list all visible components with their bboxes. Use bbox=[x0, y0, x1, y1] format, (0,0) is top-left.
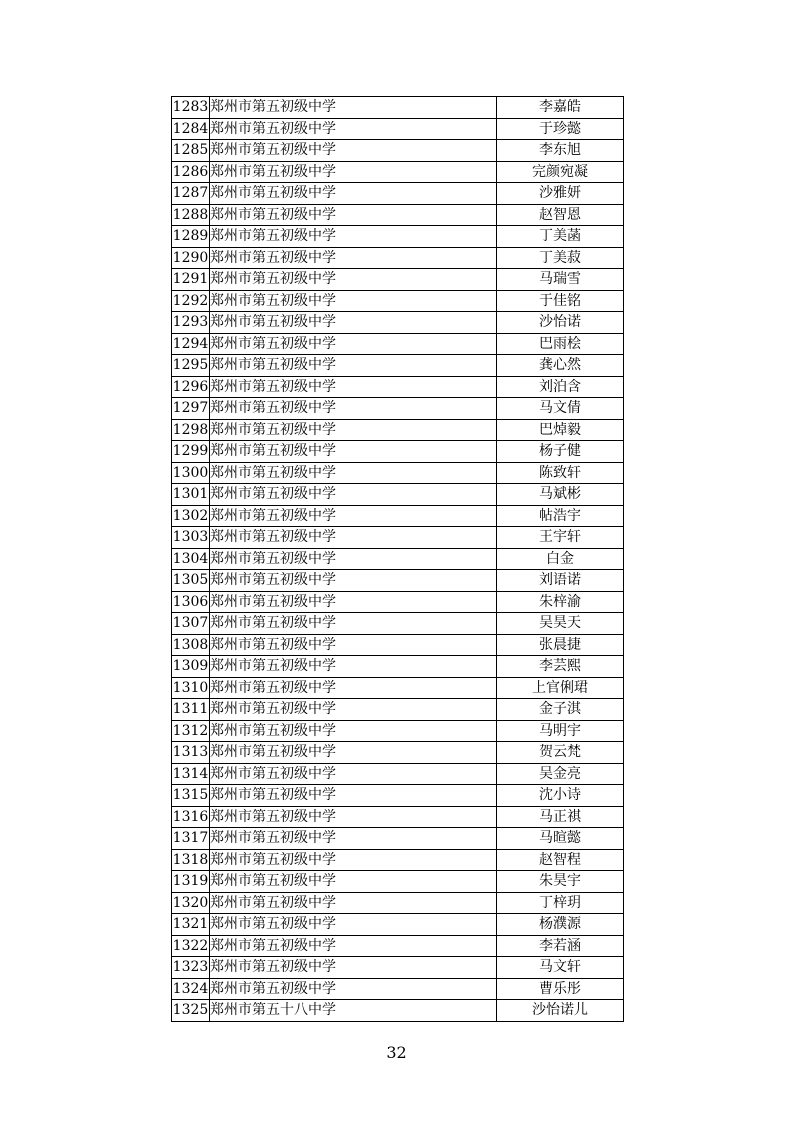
row-number-cell: 1306 bbox=[172, 591, 210, 613]
school-cell: 郑州市第五初级中学 bbox=[210, 247, 497, 269]
school-cell: 郑州市第五初级中学 bbox=[210, 892, 497, 914]
row-number-cell: 1309 bbox=[172, 656, 210, 678]
row-number-cell: 1283 bbox=[172, 97, 210, 119]
table-row bbox=[172, 978, 624, 1000]
table-row bbox=[172, 355, 624, 377]
row-number-cell: 1316 bbox=[172, 806, 210, 828]
school-cell: 郑州市第五初级中学 bbox=[210, 806, 497, 828]
student-name-cell: 于珍懿 bbox=[497, 118, 624, 140]
student-name-cell: 巴焯毅 bbox=[497, 419, 624, 441]
row-number-cell: 1308 bbox=[172, 634, 210, 656]
school-cell: 郑州市第五初级中学 bbox=[210, 720, 497, 742]
school-cell: 郑州市第五初级中学 bbox=[210, 570, 497, 592]
table-row bbox=[172, 548, 624, 570]
school-cell: 郑州市第五初级中学 bbox=[210, 677, 497, 699]
table-row bbox=[172, 118, 624, 140]
table-row bbox=[172, 806, 624, 828]
row-number-cell: 1302 bbox=[172, 505, 210, 527]
row-number-cell: 1319 bbox=[172, 871, 210, 893]
student-name-cell: 完颜宛凝 bbox=[497, 161, 624, 183]
school-cell: 郑州市第五初级中学 bbox=[210, 914, 497, 936]
student-name-cell: 陈致轩 bbox=[497, 462, 624, 484]
student-name-cell: 李东旭 bbox=[497, 140, 624, 162]
roster-table bbox=[171, 96, 624, 1022]
row-number-cell: 1297 bbox=[172, 398, 210, 420]
table-row bbox=[172, 269, 624, 291]
school-cell: 郑州市第五初级中学 bbox=[210, 398, 497, 420]
table-row bbox=[172, 97, 624, 119]
table-row bbox=[172, 505, 624, 527]
table-row bbox=[172, 742, 624, 764]
table-row bbox=[172, 204, 624, 226]
student-name-cell: 李嘉皓 bbox=[497, 97, 624, 119]
school-cell: 郑州市第五初级中学 bbox=[210, 634, 497, 656]
school-cell: 郑州市第五初级中学 bbox=[210, 333, 497, 355]
row-number-cell: 1310 bbox=[172, 677, 210, 699]
table-row bbox=[172, 527, 624, 549]
student-name-cell: 朱梓渝 bbox=[497, 591, 624, 613]
table-row bbox=[172, 226, 624, 248]
table-row bbox=[172, 828, 624, 850]
page-number: 32 bbox=[386, 1043, 407, 1062]
table-row bbox=[172, 441, 624, 463]
row-number-cell: 1312 bbox=[172, 720, 210, 742]
table-row bbox=[172, 957, 624, 979]
row-number-cell: 1285 bbox=[172, 140, 210, 162]
table-row bbox=[172, 419, 624, 441]
student-name-cell: 龚心然 bbox=[497, 355, 624, 377]
table-row bbox=[172, 871, 624, 893]
student-name-cell: 马明宇 bbox=[497, 720, 624, 742]
student-name-cell: 沙怡诺 bbox=[497, 312, 624, 334]
student-name-cell: 丁梓玥 bbox=[497, 892, 624, 914]
student-name-cell: 刘泊含 bbox=[497, 376, 624, 398]
row-number-cell: 1295 bbox=[172, 355, 210, 377]
table-row bbox=[172, 247, 624, 269]
school-cell: 郑州市第五初级中学 bbox=[210, 785, 497, 807]
school-cell: 郑州市第五初级中学 bbox=[210, 613, 497, 635]
student-name-cell: 赵智恩 bbox=[497, 204, 624, 226]
student-name-cell: 巴雨桧 bbox=[497, 333, 624, 355]
table-row bbox=[172, 785, 624, 807]
school-cell: 郑州市第五初级中学 bbox=[210, 97, 497, 119]
table-row bbox=[172, 140, 624, 162]
row-number-cell: 1322 bbox=[172, 935, 210, 957]
school-cell: 郑州市第五初级中学 bbox=[210, 269, 497, 291]
school-cell: 郑州市第五初级中学 bbox=[210, 441, 497, 463]
row-number-cell: 1317 bbox=[172, 828, 210, 850]
row-number-cell: 1320 bbox=[172, 892, 210, 914]
row-number-cell: 1291 bbox=[172, 269, 210, 291]
table-row bbox=[172, 677, 624, 699]
roster-table-body bbox=[172, 97, 624, 1022]
table-row bbox=[172, 1000, 624, 1022]
student-name-cell: 吴金亮 bbox=[497, 763, 624, 785]
school-cell: 郑州市第五十八中学 bbox=[210, 1000, 497, 1022]
student-name-cell: 上官俐珺 bbox=[497, 677, 624, 699]
table-row bbox=[172, 591, 624, 613]
student-name-cell: 沙雅妍 bbox=[497, 183, 624, 205]
table-row bbox=[172, 935, 624, 957]
row-number-cell: 1324 bbox=[172, 978, 210, 1000]
school-cell: 郑州市第五初级中学 bbox=[210, 161, 497, 183]
row-number-cell: 1318 bbox=[172, 849, 210, 871]
student-name-cell: 马正祺 bbox=[497, 806, 624, 828]
row-number-cell: 1293 bbox=[172, 312, 210, 334]
school-cell: 郑州市第五初级中学 bbox=[210, 548, 497, 570]
table-row bbox=[172, 613, 624, 635]
school-cell: 郑州市第五初级中学 bbox=[210, 204, 497, 226]
table-row bbox=[172, 376, 624, 398]
row-number-cell: 1287 bbox=[172, 183, 210, 205]
student-name-cell: 贺云梵 bbox=[497, 742, 624, 764]
student-name-cell: 李若涵 bbox=[497, 935, 624, 957]
table-row bbox=[172, 914, 624, 936]
school-cell: 郑州市第五初级中学 bbox=[210, 505, 497, 527]
row-number-cell: 1311 bbox=[172, 699, 210, 721]
school-cell: 郑州市第五初级中学 bbox=[210, 849, 497, 871]
table-row bbox=[172, 484, 624, 506]
row-number-cell: 1303 bbox=[172, 527, 210, 549]
row-number-cell: 1300 bbox=[172, 462, 210, 484]
student-name-cell: 马文倩 bbox=[497, 398, 624, 420]
table-row bbox=[172, 462, 624, 484]
row-number-cell: 1299 bbox=[172, 441, 210, 463]
row-number-cell: 1301 bbox=[172, 484, 210, 506]
student-name-cell: 马瑞雪 bbox=[497, 269, 624, 291]
student-name-cell: 朱昊宇 bbox=[497, 871, 624, 893]
student-name-cell: 丁美菡 bbox=[497, 226, 624, 248]
student-name-cell: 杨子健 bbox=[497, 441, 624, 463]
school-cell: 郑州市第五初级中学 bbox=[210, 935, 497, 957]
row-number-cell: 1289 bbox=[172, 226, 210, 248]
row-number-cell: 1288 bbox=[172, 204, 210, 226]
school-cell: 郑州市第五初级中学 bbox=[210, 226, 497, 248]
school-cell: 郑州市第五初级中学 bbox=[210, 376, 497, 398]
school-cell: 郑州市第五初级中学 bbox=[210, 462, 497, 484]
student-name-cell: 刘语诺 bbox=[497, 570, 624, 592]
row-number-cell: 1304 bbox=[172, 548, 210, 570]
row-number-cell: 1292 bbox=[172, 290, 210, 312]
row-number-cell: 1286 bbox=[172, 161, 210, 183]
table-row bbox=[172, 183, 624, 205]
student-name-cell: 沈小诗 bbox=[497, 785, 624, 807]
school-cell: 郑州市第五初级中学 bbox=[210, 957, 497, 979]
student-name-cell: 白金 bbox=[497, 548, 624, 570]
table-row bbox=[172, 656, 624, 678]
school-cell: 郑州市第五初级中学 bbox=[210, 419, 497, 441]
row-number-cell: 1315 bbox=[172, 785, 210, 807]
school-cell: 郑州市第五初级中学 bbox=[210, 656, 497, 678]
student-name-cell: 于佳铭 bbox=[497, 290, 624, 312]
table-row bbox=[172, 312, 624, 334]
student-name-cell: 马斌彬 bbox=[497, 484, 624, 506]
school-cell: 郑州市第五初级中学 bbox=[210, 118, 497, 140]
school-cell: 郑州市第五初级中学 bbox=[210, 140, 497, 162]
row-number-cell: 1294 bbox=[172, 333, 210, 355]
table-row bbox=[172, 720, 624, 742]
row-number-cell: 1284 bbox=[172, 118, 210, 140]
school-cell: 郑州市第五初级中学 bbox=[210, 355, 497, 377]
row-number-cell: 1305 bbox=[172, 570, 210, 592]
row-number-cell: 1313 bbox=[172, 742, 210, 764]
school-cell: 郑州市第五初级中学 bbox=[210, 290, 497, 312]
row-number-cell: 1298 bbox=[172, 419, 210, 441]
student-name-cell: 马暄懿 bbox=[497, 828, 624, 850]
table-row bbox=[172, 333, 624, 355]
school-cell: 郑州市第五初级中学 bbox=[210, 871, 497, 893]
table-row bbox=[172, 570, 624, 592]
student-name-cell: 马文轩 bbox=[497, 957, 624, 979]
student-name-cell: 沙怡诺儿 bbox=[497, 1000, 624, 1022]
student-name-cell: 丁美菽 bbox=[497, 247, 624, 269]
student-name-cell: 张晨捷 bbox=[497, 634, 624, 656]
row-number-cell: 1307 bbox=[172, 613, 210, 635]
school-cell: 郑州市第五初级中学 bbox=[210, 484, 497, 506]
row-number-cell: 1323 bbox=[172, 957, 210, 979]
school-cell: 郑州市第五初级中学 bbox=[210, 591, 497, 613]
table-row bbox=[172, 763, 624, 785]
table-row bbox=[172, 161, 624, 183]
row-number-cell: 1296 bbox=[172, 376, 210, 398]
student-name-cell: 李芸熙 bbox=[497, 656, 624, 678]
table-row bbox=[172, 634, 624, 656]
school-cell: 郑州市第五初级中学 bbox=[210, 978, 497, 1000]
table-row bbox=[172, 398, 624, 420]
row-number-cell: 1321 bbox=[172, 914, 210, 936]
student-name-cell: 曹乐彤 bbox=[497, 978, 624, 1000]
row-number-cell: 1314 bbox=[172, 763, 210, 785]
school-cell: 郑州市第五初级中学 bbox=[210, 742, 497, 764]
row-number-cell: 1290 bbox=[172, 247, 210, 269]
table-row bbox=[172, 290, 624, 312]
school-cell: 郑州市第五初级中学 bbox=[210, 527, 497, 549]
table-row bbox=[172, 849, 624, 871]
school-cell: 郑州市第五初级中学 bbox=[210, 828, 497, 850]
school-cell: 郑州市第五初级中学 bbox=[210, 699, 497, 721]
student-name-cell: 杨濮源 bbox=[497, 914, 624, 936]
table-row bbox=[172, 699, 624, 721]
school-cell: 郑州市第五初级中学 bbox=[210, 763, 497, 785]
student-name-cell: 金子淇 bbox=[497, 699, 624, 721]
student-name-cell: 赵智程 bbox=[497, 849, 624, 871]
school-cell: 郑州市第五初级中学 bbox=[210, 183, 497, 205]
table-row bbox=[172, 892, 624, 914]
row-number-cell: 1325 bbox=[172, 1000, 210, 1022]
student-name-cell: 吴昊天 bbox=[497, 613, 624, 635]
student-name-cell: 帖浩宇 bbox=[497, 505, 624, 527]
student-name-cell: 王宇轩 bbox=[497, 527, 624, 549]
school-cell: 郑州市第五初级中学 bbox=[210, 312, 497, 334]
